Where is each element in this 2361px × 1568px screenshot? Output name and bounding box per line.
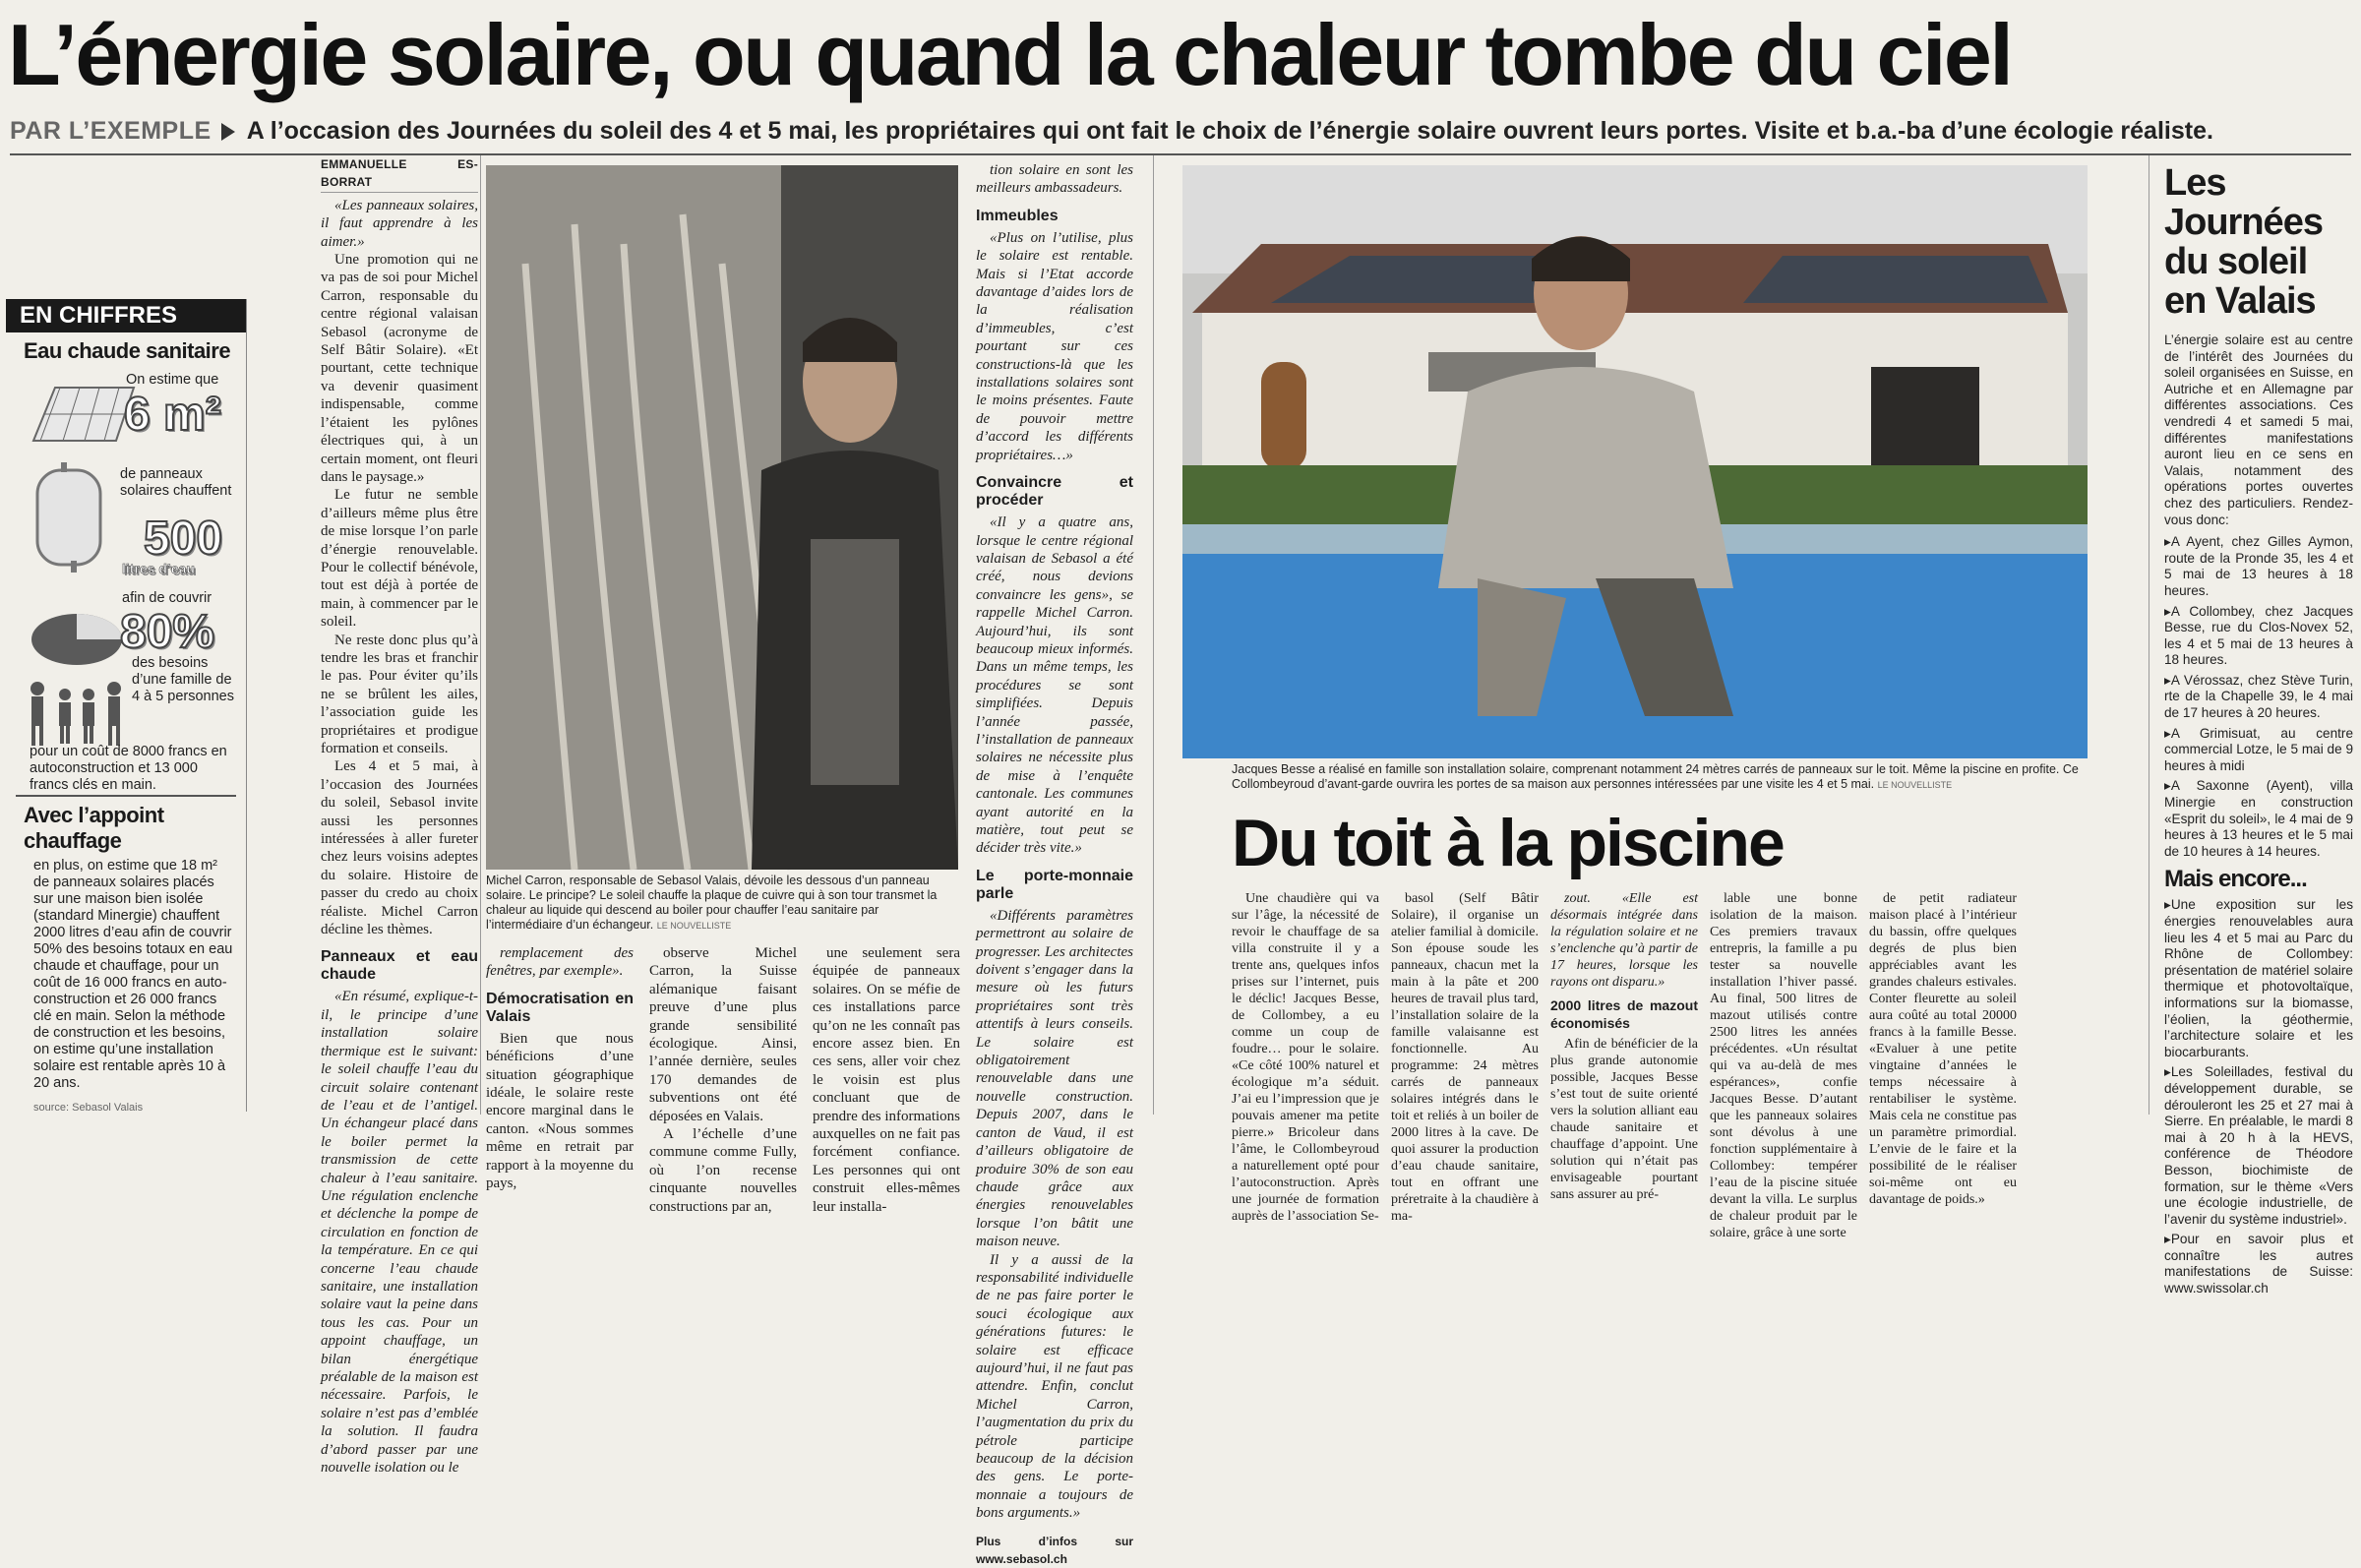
stat-6m2: 6 m²: [124, 389, 221, 441]
toit-c2: basol (Self Bâtir Solaire), il organise un atelier familial à domicile. Son épouse soude les panneaux, chacun met la main à la pâte et 200 heures de travail plus tard, l’installation solaire de la famille valaisanne est fonctionnelle. Au programme: 24 mètres carrés de panneaux solaires intégrés dans le toit et reliés à un boiler de 2000 litres à la cave. De quoi assurer la production d’eau chaude sanitaire, tout en offrant une préretraite à la chaudière à ma-: [1391, 891, 1539, 1224]
mais-item: ▸ Les Soleillades, festival du développement durable, se dérouleront les 25 et 27 mai à Sierre. En préalable, le mardi 8 mai à 20 h à la HEVS, conférence de Théodore Besson, biochimiste de formation, sur le thème «Vers une écologie industrielle, de l’avenir du système industriel».: [2164, 1064, 2353, 1228]
toit-c4: lable une bonne isolation de la maison. Ces premiers travaux entrepris, la famille a pu tester sa nouvelle installation l’hiver passé. Au final, 500 litres de mazout utilisés contre 2500 litres les années précédentes. «Un résultat qui va au-delà de mes espérances», confie Jacques Besse. D’autant que les panneaux solaires sont dévolus à une fonction supplémentaire à Collombey: tempérer l’eau de la piscine située devant la villa. Le surplus de chaleur produit par le solaire, grâce à une sorte: [1710, 891, 1857, 1240]
col2-body: [976, 161, 1133, 1568]
toit-col3: [1550, 890, 1698, 1202]
paragraph: Le futur ne semble d’ailleurs même plus être de mise lorsque l’on parle d’énergie renouvelable. Pour le collectif bénévole, tout est déjà à portée de main, à commencer par le soleil.: [321, 487, 478, 631]
paragraph: Une promotion qui ne va pas de soi pour Michel Carron, responsable du centre régional valaisan Sebasol (acronyme de Self Bâtir Solaire). «Et pourtant, cette technique va devenir quasiment indispensable, comme l’étaient les pylônes électriques qui, à un certain moment, ont fleuri dans le paysage.»: [321, 252, 478, 485]
col1-body: [321, 197, 478, 1478]
paragraph: «En résumé, explique-t-il, le principe d’une installation solaire thermique est le suivant: le soleil chauffe l’eau du circuit solaire contenant de l’eau et de l’antigel. Un échangeur placé dans le boiler permet la transmission de cette chaleur à l’eau sanitaire. Une régulation enclenche et déclenche la pompe de circulation en fonction de la température. En ce qui concerne l’eau chaude sanitaire, une installation solaire vaut la peine dans tous les cas. Pour un appoint chauffage, un bilan énergétique préalable de la maison est nécessaire. Parfois, le solaire n’est pas d’emblée la solution. Il faudra d’abord passer par une nouvelle isolation ou le: [321, 989, 478, 1477]
en-chiffres-header: EN CHIFFRES: [6, 299, 246, 332]
paragraph: «Il y a quatre ans, lorsque le centre régional valaisan de Sebasol a été créé, nous devions convaincre les gens», se rappelle Michel Carron. Aujourd’hui, ils sont beaucoup mieux informés. Dans un même temps, les procédures se sont simplifiées. Depuis l’année passée, l’installation de panneaux solaires ne nécessite plus de mise à l’enquête cantonale. Les communes ayant autorité en la matière, tout peut se décider très vite.»: [976, 514, 1133, 857]
family-icon: [24, 679, 132, 748]
toit-c3a: zout. «Elle est désormais intégrée dans la régulation solaire et ne s’enclenche qu’à partir de 17 heures, lorsque les rayons ont disparu.»: [1550, 891, 1698, 990]
en-chiffres-box: [6, 299, 247, 1112]
eau-chaude-title: Eau chaude sanitaire: [24, 338, 231, 363]
byline: EMMANUELLE ES-BORRAT: [321, 155, 478, 193]
appoint-title: Avec l’appoint chauffage: [24, 803, 164, 853]
subheading: Démocratisation en Valais: [486, 990, 634, 1025]
toit-title: Du toit à la piscine: [1232, 806, 1784, 880]
side-intro: L’énergie solaire est au centre de l’intérêt des Journées du soleil organisées en Suisse, en Autriche et en Allemagne par différentes associations. Ces vendredi 4 et samedi 5 mai, différentes manifestations auront lieu en ce sens en Valais, notamment des opérations portes ouvertes chez des particuliers. Rendez-vous donc:: [2164, 332, 2353, 527]
toit-col4: [1710, 890, 1857, 1240]
paragraph: remplacement des fenêtres, par exemple».: [486, 945, 634, 980]
mais-item: ▸ Une exposition sur les énergies renouvelables aura lieu les 4 et 5 mai au Parc du Rhône de Collombey: présentation de matériel solaire thermique et photovoltaïque, informations sur la biomasse, l’éolien, la géothermie, l’architecture solaire et les biocarburants.: [2164, 897, 2353, 1060]
deck: [10, 114, 2351, 148]
stat-estime: On estime que: [126, 372, 219, 388]
photo2-caption-text: Jacques Besse a réalisé en famille son installation solaire, comprenant notamment 24 mètres carrés de panneaux sur le toit. Même la piscine en profite. Ce Collombeyroud d’avant-garde ouvrira les portes de sa maison aux personnes intéressées par une visite les 4 et 5 mai.: [1232, 762, 2079, 791]
article-col1: [321, 155, 478, 1477]
photo2-credit: LE NOUVELLISTE: [1877, 780, 1953, 790]
source: source: Sebasol Valais: [33, 1102, 144, 1114]
deck-kicker: PAR L’EXEMPLE: [10, 117, 212, 145]
photo-villa-scene-icon: [1182, 165, 2088, 758]
stat-cout: pour un coût de 8000 francs en autoconstruction et 13 000 francs clés en main.: [30, 744, 227, 793]
stat-afin: afin de couvrir: [122, 590, 212, 606]
paragraph: Il y a aussi de la responsabilité individuelle de ne pas faire porter le souci écologique aux générations futures: le solaire est efficace aujourd’hui, il ne faut pas attendre. Enfin, conclut Michel Carron, l’augmentation du prix du pétrole participe beaucoup de la décision des gens. Le porte-monnaie a toujours de bons arguments.»: [976, 1251, 1133, 1522]
event-item: ▸ A Collombey, chez Jacques Besse, rue du Clos-Novex 52, les 4 et 5 mai de 13 heures à 18 heures.: [2164, 604, 2353, 669]
stat-80: 80%: [120, 606, 215, 658]
toit-c1: Une chaudière qui va sur l’âge, la nécessité de revoir le chauffage de sa villa construite il y a trente ans, quelques infos prises sur l’internet, puis le déclic! Jacques Besse, de Collombey, a eu comme un coup de foudre… pour le solaire. «Ce côté 100% naturel et écologique m’a séduit. J’ai eu l’impression que je pouvais amener ma petite pierre.» Bricoleur dans l’âme, le Collombeyroud a naturellement opté pour l’autoconstruction. Après une journée de formation auprès de l’association Se-: [1232, 891, 1379, 1224]
paragraph: tion solaire en sont les meilleurs ambassadeurs.: [976, 162, 1133, 197]
stat-besoins: des besoins d’une famille de 4 à 5 personnes: [132, 655, 234, 704]
triangle-icon: [221, 123, 235, 141]
paragraph: «Les panneaux solaires, il faut apprendre à les aimer.»: [321, 197, 478, 250]
article-bottom-a: [486, 944, 634, 1192]
paragraph: observe Michel Carron, la Suisse alémanique faisant preuve d’une plus grande sensibilité écologique. Ainsi, l’année dernière, seules 170 demandes de subventions ont été déposées en Valais.: [649, 945, 797, 1124]
photo-scene-icon: [486, 165, 958, 870]
headline: L’énergie solaire, ou quand la chaleur tombe du ciel: [8, 6, 2012, 103]
event-item: ▸ A Grimisuat, au centre commercial Lotze, le 5 mai de 9 heures à midi: [2164, 726, 2353, 775]
article-col2: [976, 161, 1133, 1566]
event-item: ▸ A Vérossaz, chez Stève Turin, rte de la Chapelle 39, le 4 mai de 17 heures à 20 heures.: [2164, 673, 2353, 722]
subheading: Le porte-monnaie parle: [976, 867, 1133, 902]
solar-panel-icon: [26, 382, 136, 451]
mais-item: ▸ Pour en savoir plus et connaître les autres manifestations de Suisse: www.swissolar.ch: [2164, 1232, 2353, 1297]
photo-jacques-besse: [1182, 165, 2088, 758]
paragraph: «Plus on l’utilise, plus le solaire est rentable. Mais si l’Etat accorde davantage d’aides lors de la réalisation d’immeubles, c’est pourtant sur ces constructions-là que les installations solaires sont le moins présentes. Faute de pouvoir mettre d’accord les différents propriétaires…»: [976, 229, 1133, 463]
toit-c5: de petit radiateur maison placé à l’intérieur du bassin, offre quelques degrés de plus bien appréciables avant les grandes chaleurs estivales. Conter fleurette au soleil aura coûté au total 20000 francs à la famille Besse. «Evaluer à une petite vingtaine d’années le temps nécessaire à rentabiliser le système. Mais cela ne constitue pas un paramètre primordial. L’envie de le faire et la possibilité de le réaliser soi-même ont eu davantage de poids.»: [1869, 891, 2017, 1207]
subheading: Convaincre et procéder: [976, 474, 1133, 510]
deck-text: A l’occasion des Journées du soleil des 4 et 5 mai, les propriétaires qui ont fait le choix de l’énergie solaire ouvrent leurs portes. Visite et b.a.-ba d’une écologie réaliste.: [246, 117, 2213, 145]
paragraph: une seulement sera équipée de panneaux solaires. On se méfie de ces installations parce qu’on ne les connaît pas encore assez bien. En ces sens, aller voir chez le voisin est plus concluant que de prendre des informations auxquelles on ne fait pas forcément confiance. Les personnes qui ont construit elles-mêmes leur installa-: [813, 945, 960, 1215]
divider: [480, 155, 481, 1115]
paragraph: «Différents paramètres permettront au solaire de progresser. Les architectes doivent s’engager dans la mesure où les futurs propriétaires sont très attentifs à leurs conseils. Le solaire est obligatoirement renouvelable dans une nouvelle construction. Depuis 2007, dans le canton de Vaud, il est d’ailleurs obligatoire de produire 30% de son eau chaude grâce aux énergies renouvelables lorsque l’on bâtit une maison neuve.: [976, 907, 1133, 1250]
appoint-text: en plus, on estime que 18 m² de panneaux solaires placés sur une maison bien isolée (standard Minergie) chauffent 2000 litres d’eau afin de couvrir 50% des besoins totaux en eau chaude et chauffage, pour un coût de 16 000 francs en auto-construction et 26 000 francs clé en main. Selon la méthode de construction et les besoins, on estime qu’une installation solaire est rentable après 10 à 20 ans.: [33, 858, 233, 1091]
mais-items: [2164, 897, 2353, 1297]
toit-col1: [1232, 890, 1379, 1224]
photo-michel-carron: [486, 165, 958, 870]
stat-litres: litres d’eau: [122, 561, 195, 576]
side-title: Les Journées du soleil en Valais: [2164, 162, 2323, 322]
photo1-caption: [486, 874, 958, 934]
mais-title: Mais encore...: [2164, 866, 2307, 893]
paragraph: Les 4 et 5 mai, à l’occasion des Journées du soleil, Sebasol invite aussi les personnes intéressées à aller fureter chez leurs voisins adeptes du solaire. Histoire de passer du credo au choix réaliste. Michel Carron décline les thèmes.: [321, 758, 478, 938]
more-info-link[interactable]: Plus d’infos sur www.sebasol.ch: [976, 1534, 1133, 1566]
side-items: [2164, 534, 2353, 860]
paragraph: Bien que nous bénéficions d’une situation géographique idéale, le solaire reste encore marginal dans le canton. «Nous sommes même en retrait par rapport à la moyenne du pays,: [486, 1030, 634, 1192]
photo1-credit: LE NOUVELLISTE: [656, 921, 732, 931]
toit-col2: [1391, 890, 1539, 1224]
toit-col5: [1869, 890, 2017, 1207]
stat-500: 500: [144, 513, 223, 565]
paragraph: A l’échelle d’une commune comme Fully, où l’on recense cinquante nouvelles constructions par an,: [649, 1126, 797, 1215]
subheading: Panneaux et eau chaude: [321, 948, 478, 984]
subheading: Immeubles: [976, 207, 1059, 224]
paragraph: Ne reste donc plus qu’à tendre les bras et franchir le pas. Pour éviter qu’ils ne se brûlent les ailes, l’association guide les propriétaires et prodigue formation et conseils.: [321, 632, 478, 756]
divider-2: [1153, 155, 1154, 1115]
photo2-caption: [1232, 762, 2097, 793]
article-bottom-c: [813, 944, 960, 1215]
stat-panneaux: de panneaux solaires chauffent: [120, 466, 232, 499]
event-item: ▸ A Saxonne (Ayent), villa Minergie en construction «Esprit du soleil», le 4 mai de 9 heures à 13 heures et le 5 mai de 10 heures à 14 heures.: [2164, 778, 2353, 860]
photo1-caption-text: Michel Carron, responsable de Sebasol Valais, dévoile les dessous d’un panneau solaire. Le principe? Le soleil chauffe la plaque de cuivre qui à son tour transmet la chaleur au liquide qui descend au boiler pour chauffer l’eau sanitaire par l’intermédiaire d’un échangeur.: [486, 874, 938, 932]
event-item: ▸ A Ayent, chez Gilles Aymon, route de la Pronde 35, les 4 et 5 mai de 13 heures à 18 heures.: [2164, 534, 2353, 599]
pie-icon: [28, 600, 126, 669]
toit-c3b: Afin de bénéficier de la plus grande autonomie possible, Jacques Besse s’est tout de suite orienté vers la solution alliant eau chaude sanitaire et chauffage d’appoint. Une solution qui n’était pas envisageable pourtant sans assurer au pré-: [1550, 1037, 1698, 1202]
water-tank-icon: [31, 462, 106, 573]
right-sidebar: [2164, 162, 2353, 1297]
toit-c3h: 2000 litres de mazout économisés: [1550, 997, 1698, 1031]
article-bottom-b: [649, 944, 797, 1215]
